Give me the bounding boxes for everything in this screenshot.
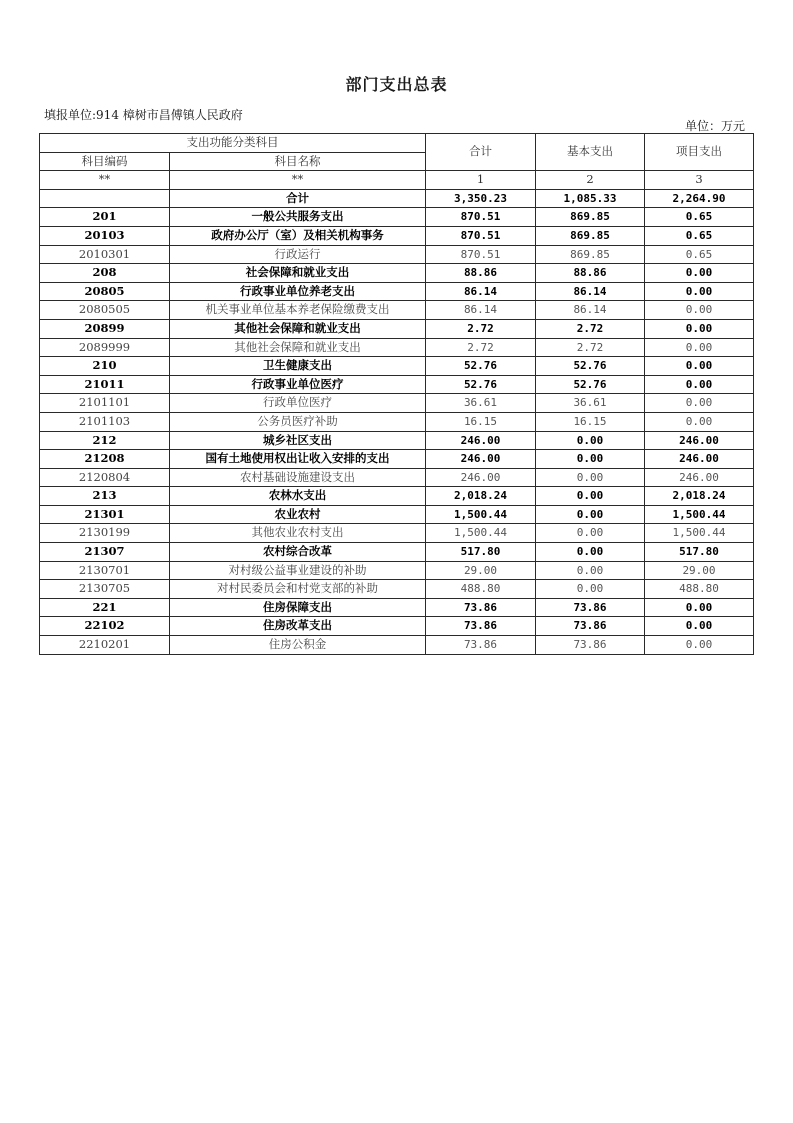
cell-name: 对村民委员会和村党支部的补助 bbox=[170, 580, 426, 599]
cell-total: 86.14 bbox=[426, 282, 536, 301]
cell-project: 0.00 bbox=[645, 412, 754, 431]
cell-code: 2010301 bbox=[40, 245, 170, 264]
cell-total: 246.00 bbox=[426, 450, 536, 469]
header-name: 科目名称 bbox=[170, 152, 426, 171]
cell-basic: 1,085.33 bbox=[536, 189, 645, 208]
cell-name: 公务员医疗补助 bbox=[170, 412, 426, 431]
table-row bbox=[40, 357, 754, 376]
cell-basic: 86.14 bbox=[536, 282, 645, 301]
cell-name: 一般公共服务支出 bbox=[170, 208, 426, 227]
cell-basic: 0.00 bbox=[536, 561, 645, 580]
header-function-category: 支出功能分类科目 bbox=[40, 134, 426, 153]
cell-total: 2.72 bbox=[426, 319, 536, 338]
cell-basic: 73.86 bbox=[536, 636, 645, 655]
cell-basic: 73.86 bbox=[536, 598, 645, 617]
cell-name: 住房公积金 bbox=[170, 636, 426, 655]
cell-total: 517.80 bbox=[426, 543, 536, 562]
cell-project: 246.00 bbox=[645, 450, 754, 469]
cell-project: 2,264.90 bbox=[645, 189, 754, 208]
cell-name: 对村级公益事业建设的补助 bbox=[170, 561, 426, 580]
cell-project: 0.00 bbox=[645, 394, 754, 413]
cell-code: 2120804 bbox=[40, 468, 170, 487]
table-row bbox=[40, 319, 754, 338]
cell-total: 2.72 bbox=[426, 338, 536, 357]
cell-basic: 0.00 bbox=[536, 431, 645, 450]
cell-basic: 2.72 bbox=[536, 319, 645, 338]
cell-name: 行政事业单位医疗 bbox=[170, 375, 426, 394]
page-title: 部门支出总表 bbox=[345, 75, 448, 94]
cell-project: 1,500.44 bbox=[645, 524, 754, 543]
cell-project: 246.00 bbox=[645, 468, 754, 487]
reporting-unit: 填报单位:914 樟树市昌傅镇人民政府 bbox=[44, 108, 243, 122]
cell-total: 36.61 bbox=[426, 394, 536, 413]
cell-basic: 52.76 bbox=[536, 375, 645, 394]
cell-basic: 36.61 bbox=[536, 394, 645, 413]
cell-basic: 869.85 bbox=[536, 245, 645, 264]
cell-code: 213 bbox=[40, 487, 170, 506]
cell-name: 行政单位医疗 bbox=[170, 394, 426, 413]
cell-project: 0.00 bbox=[645, 264, 754, 283]
cell-project: 0.00 bbox=[645, 301, 754, 320]
table-row bbox=[40, 561, 754, 580]
index-project: 3 bbox=[645, 171, 754, 190]
cell-code: 2080505 bbox=[40, 301, 170, 320]
cell-name: 政府办公厅（室）及相关机构事务 bbox=[170, 226, 426, 245]
table-row bbox=[40, 245, 754, 264]
currency-unit: 单位：万元 bbox=[684, 119, 745, 133]
cell-project: 2,018.24 bbox=[645, 487, 754, 506]
cell-basic: 0.00 bbox=[536, 543, 645, 562]
cell-project: 1,500.44 bbox=[645, 505, 754, 524]
cell-total: 246.00 bbox=[426, 431, 536, 450]
cell-basic: 869.85 bbox=[536, 226, 645, 245]
cell-total: 52.76 bbox=[426, 375, 536, 394]
index-code: ** bbox=[40, 171, 170, 190]
cell-basic: 869.85 bbox=[536, 208, 645, 227]
table-row bbox=[40, 264, 754, 283]
cell-code bbox=[40, 189, 170, 208]
table-row bbox=[40, 375, 754, 394]
cell-name: 机关事业单位基本养老保险缴费支出 bbox=[170, 301, 426, 320]
cell-code: 21307 bbox=[40, 543, 170, 562]
cell-total: 2,018.24 bbox=[426, 487, 536, 506]
cell-name: 住房改革支出 bbox=[170, 617, 426, 636]
cell-code: 2101103 bbox=[40, 412, 170, 431]
cell-name: 其他社会保障和就业支出 bbox=[170, 338, 426, 357]
cell-name: 住房保障支出 bbox=[170, 598, 426, 617]
cell-name: 农村综合改革 bbox=[170, 543, 426, 562]
cell-code: 21208 bbox=[40, 450, 170, 469]
cell-total: 1,500.44 bbox=[426, 524, 536, 543]
header-basic: 基本支出 bbox=[536, 134, 645, 171]
cell-project: 246.00 bbox=[645, 431, 754, 450]
cell-code: 201 bbox=[40, 208, 170, 227]
cell-project: 0.00 bbox=[645, 338, 754, 357]
cell-total: 1,500.44 bbox=[426, 505, 536, 524]
cell-basic: 73.86 bbox=[536, 617, 645, 636]
index-total: 1 bbox=[426, 171, 536, 190]
header-project: 项目支出 bbox=[645, 134, 754, 171]
cell-name: 农业农村 bbox=[170, 505, 426, 524]
cell-code: 20805 bbox=[40, 282, 170, 301]
cell-basic: 0.00 bbox=[536, 505, 645, 524]
cell-name: 其他社会保障和就业支出 bbox=[170, 319, 426, 338]
table-row bbox=[40, 431, 754, 450]
cell-name: 其他农业农村支出 bbox=[170, 524, 426, 543]
cell-name: 国有土地使用权出让收入安排的支出 bbox=[170, 450, 426, 469]
cell-total: 73.86 bbox=[426, 598, 536, 617]
cell-project: 0.00 bbox=[645, 598, 754, 617]
cell-basic: 0.00 bbox=[536, 580, 645, 599]
header-code: 科目编码 bbox=[40, 152, 170, 171]
cell-code: 21011 bbox=[40, 375, 170, 394]
table-row bbox=[40, 487, 754, 506]
table-row bbox=[40, 505, 754, 524]
cell-name: 农林水支出 bbox=[170, 487, 426, 506]
cell-name: 合计 bbox=[170, 189, 426, 208]
cell-basic: 0.00 bbox=[536, 524, 645, 543]
header-total: 合计 bbox=[426, 134, 536, 171]
cell-total: 3,350.23 bbox=[426, 189, 536, 208]
cell-total: 88.86 bbox=[426, 264, 536, 283]
cell-project: 517.80 bbox=[645, 543, 754, 562]
cell-project: 0.00 bbox=[645, 636, 754, 655]
table-row bbox=[40, 617, 754, 636]
cell-code: 2130701 bbox=[40, 561, 170, 580]
table-row bbox=[40, 450, 754, 469]
cell-code: 20899 bbox=[40, 319, 170, 338]
table-row bbox=[40, 524, 754, 543]
cell-project: 0.65 bbox=[645, 226, 754, 245]
cell-project: 488.80 bbox=[645, 580, 754, 599]
cell-total: 16.15 bbox=[426, 412, 536, 431]
cell-code: 21301 bbox=[40, 505, 170, 524]
table-row bbox=[40, 636, 754, 655]
cell-code: 2130705 bbox=[40, 580, 170, 599]
cell-name: 卫生健康支出 bbox=[170, 357, 426, 376]
cell-code: 210 bbox=[40, 357, 170, 376]
cell-code: 2089999 bbox=[40, 338, 170, 357]
cell-code: 2210201 bbox=[40, 636, 170, 655]
cell-code: 22102 bbox=[40, 617, 170, 636]
table-row bbox=[40, 208, 754, 227]
cell-basic: 52.76 bbox=[536, 357, 645, 376]
table-row bbox=[40, 282, 754, 301]
table-row bbox=[40, 468, 754, 487]
cell-code: 208 bbox=[40, 264, 170, 283]
cell-project: 0.65 bbox=[645, 245, 754, 264]
cell-total: 870.51 bbox=[426, 208, 536, 227]
table-row bbox=[40, 543, 754, 562]
cell-basic: 86.14 bbox=[536, 301, 645, 320]
cell-name: 行政事业单位养老支出 bbox=[170, 282, 426, 301]
table-row bbox=[40, 598, 754, 617]
index-basic: 2 bbox=[536, 171, 645, 190]
table-row bbox=[40, 394, 754, 413]
cell-project: 0.65 bbox=[645, 208, 754, 227]
cell-basic: 16.15 bbox=[536, 412, 645, 431]
cell-name: 城乡社区支出 bbox=[170, 431, 426, 450]
index-name: ** bbox=[170, 171, 426, 190]
cell-basic: 2.72 bbox=[536, 338, 645, 357]
cell-project: 0.00 bbox=[645, 357, 754, 376]
cell-code: 221 bbox=[40, 598, 170, 617]
table-row bbox=[40, 580, 754, 599]
cell-total: 870.51 bbox=[426, 245, 536, 264]
cell-total: 246.00 bbox=[426, 468, 536, 487]
cell-project: 0.00 bbox=[645, 375, 754, 394]
table-row bbox=[40, 226, 754, 245]
cell-total: 29.00 bbox=[426, 561, 536, 580]
cell-total: 488.80 bbox=[426, 580, 536, 599]
cell-project: 0.00 bbox=[645, 617, 754, 636]
cell-code: 20103 bbox=[40, 226, 170, 245]
cell-project: 0.00 bbox=[645, 319, 754, 338]
cell-name: 行政运行 bbox=[170, 245, 426, 264]
table-row bbox=[40, 412, 754, 431]
table-row bbox=[40, 301, 754, 320]
cell-basic: 0.00 bbox=[536, 487, 645, 506]
total-row bbox=[40, 189, 754, 208]
cell-code: 212 bbox=[40, 431, 170, 450]
cell-code: 2101101 bbox=[40, 394, 170, 413]
cell-project: 29.00 bbox=[645, 561, 754, 580]
cell-total: 86.14 bbox=[426, 301, 536, 320]
cell-name: 农村基础设施建设支出 bbox=[170, 468, 426, 487]
cell-project: 0.00 bbox=[645, 282, 754, 301]
cell-total: 73.86 bbox=[426, 636, 536, 655]
cell-basic: 0.00 bbox=[536, 468, 645, 487]
cell-total: 73.86 bbox=[426, 617, 536, 636]
cell-code: 2130199 bbox=[40, 524, 170, 543]
cell-basic: 88.86 bbox=[536, 264, 645, 283]
table-row bbox=[40, 338, 754, 357]
cell-name: 社会保障和就业支出 bbox=[170, 264, 426, 283]
cell-total: 870.51 bbox=[426, 226, 536, 245]
expenditure-table bbox=[39, 133, 754, 655]
cell-basic: 0.00 bbox=[536, 450, 645, 469]
cell-total: 52.76 bbox=[426, 357, 536, 376]
